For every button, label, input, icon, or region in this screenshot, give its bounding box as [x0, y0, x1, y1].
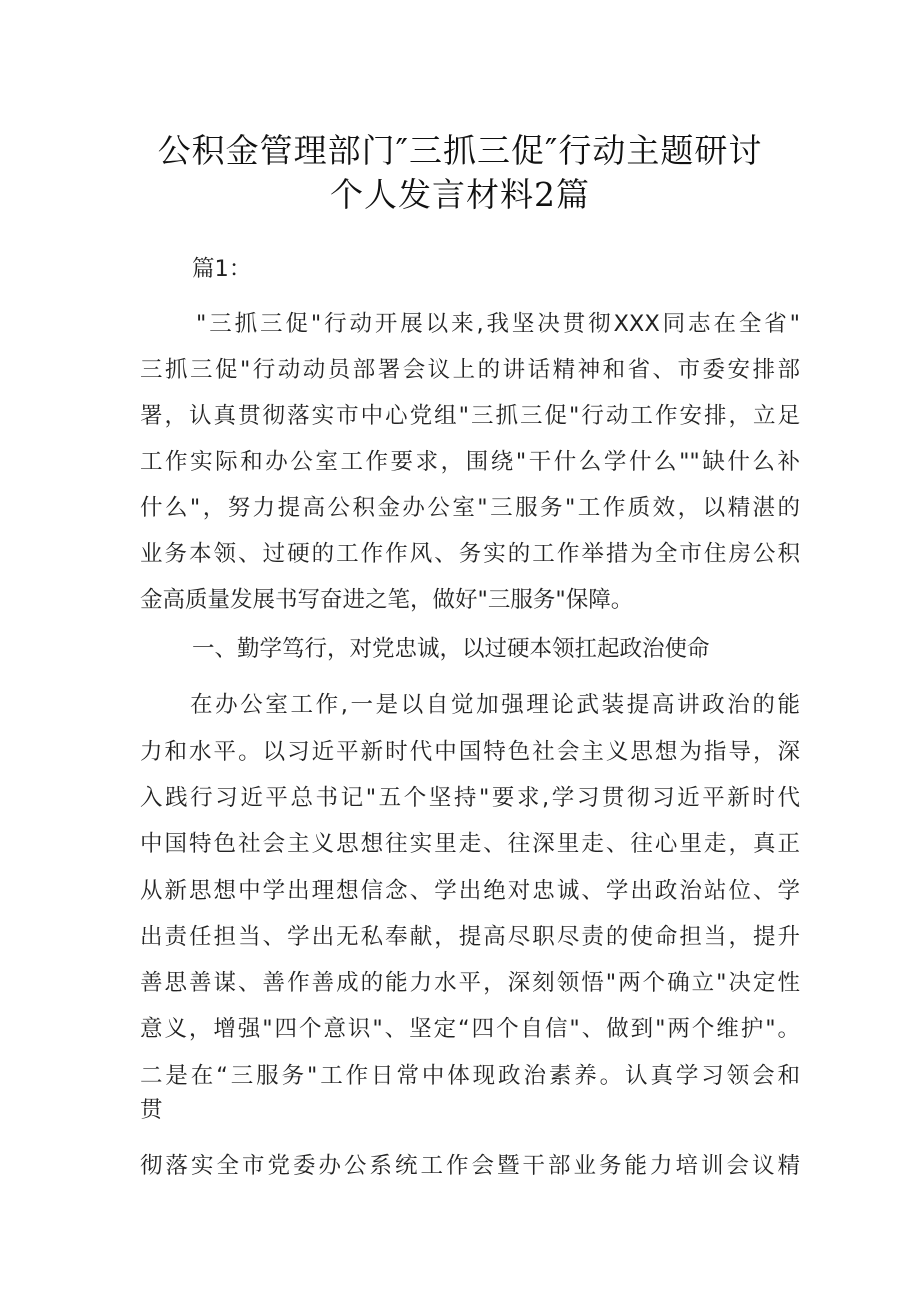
- paragraph-line: "三抓三促"行动开展以来,我坚决贯彻XXX同志在全省": [196, 311, 800, 337]
- paragraph-line: 署，认真贯彻落实市中心党组"三抓三促"行动工作安排，立足: [140, 403, 800, 429]
- paragraph-line: 在办公室工作,一是以自觉加强理论武装提高讲政治的能: [190, 692, 800, 718]
- section-heading: 一、勤学笃行，对党忠诚，以过硬本领扛起政治使命: [192, 636, 710, 662]
- document-title-line-2: 个人发言材料2篇: [330, 175, 590, 214]
- paragraph-line: 三抓三促"行动动员部署会议上的讲话精神和省、市委安排部: [140, 357, 800, 383]
- paragraph-line: 力和水平。以习近平新时代中国特色社会主义思想为指导，深: [140, 739, 800, 765]
- paragraph-line: 业务本领、过硬的工作作风、务实的工作举措为全市住房公积: [140, 541, 800, 567]
- paragraph-line: 二是在“三服务"工作日常中体现政治素养。认真学习领会和: [140, 1063, 800, 1089]
- paragraph-line: 出责任担当、学出无私奉献，提高尽职尽责的使命担当，提升: [140, 924, 800, 950]
- section-label: 篇1：: [192, 256, 252, 282]
- paragraph-line: 入践行习近平总书记"五个坚持"要求,学习贯彻习近平新时代: [140, 785, 800, 811]
- paragraph-line: 工作实际和办公室工作要求，围绕"干什么学什么""缺什么补: [140, 449, 800, 475]
- paragraph-line: 善思善谋、善作善成的能力水平，深刻领悟"两个确立"决定性: [140, 970, 800, 996]
- paragraph-line: 意义，增强"四个意识"、坚定“四个自信"、做到"两个维护"。: [140, 1016, 800, 1042]
- paragraph-line: 彻落实全市党委办公系统工作会暨干部业务能力培训会议精: [140, 1153, 800, 1179]
- document-title-line-1: 公积金管理部门″三抓三促″行动主题研讨: [157, 131, 763, 170]
- paragraph-line: 从新思想中学出理想信念、学出绝对忠诚、学出政治站位、学: [140, 878, 800, 904]
- paragraph-line: 什么"，努力提高公积金办公室"三服务"工作质效，以精湛的: [140, 495, 800, 521]
- paragraph-line: 贯: [140, 1097, 163, 1123]
- paragraph-line: 金高质量发展书写奋进之笔，做好"三服务"保障。: [140, 587, 634, 613]
- paragraph-line: 中国特色社会主义思想往实里走、往深里走、往心里走，真正: [140, 831, 800, 857]
